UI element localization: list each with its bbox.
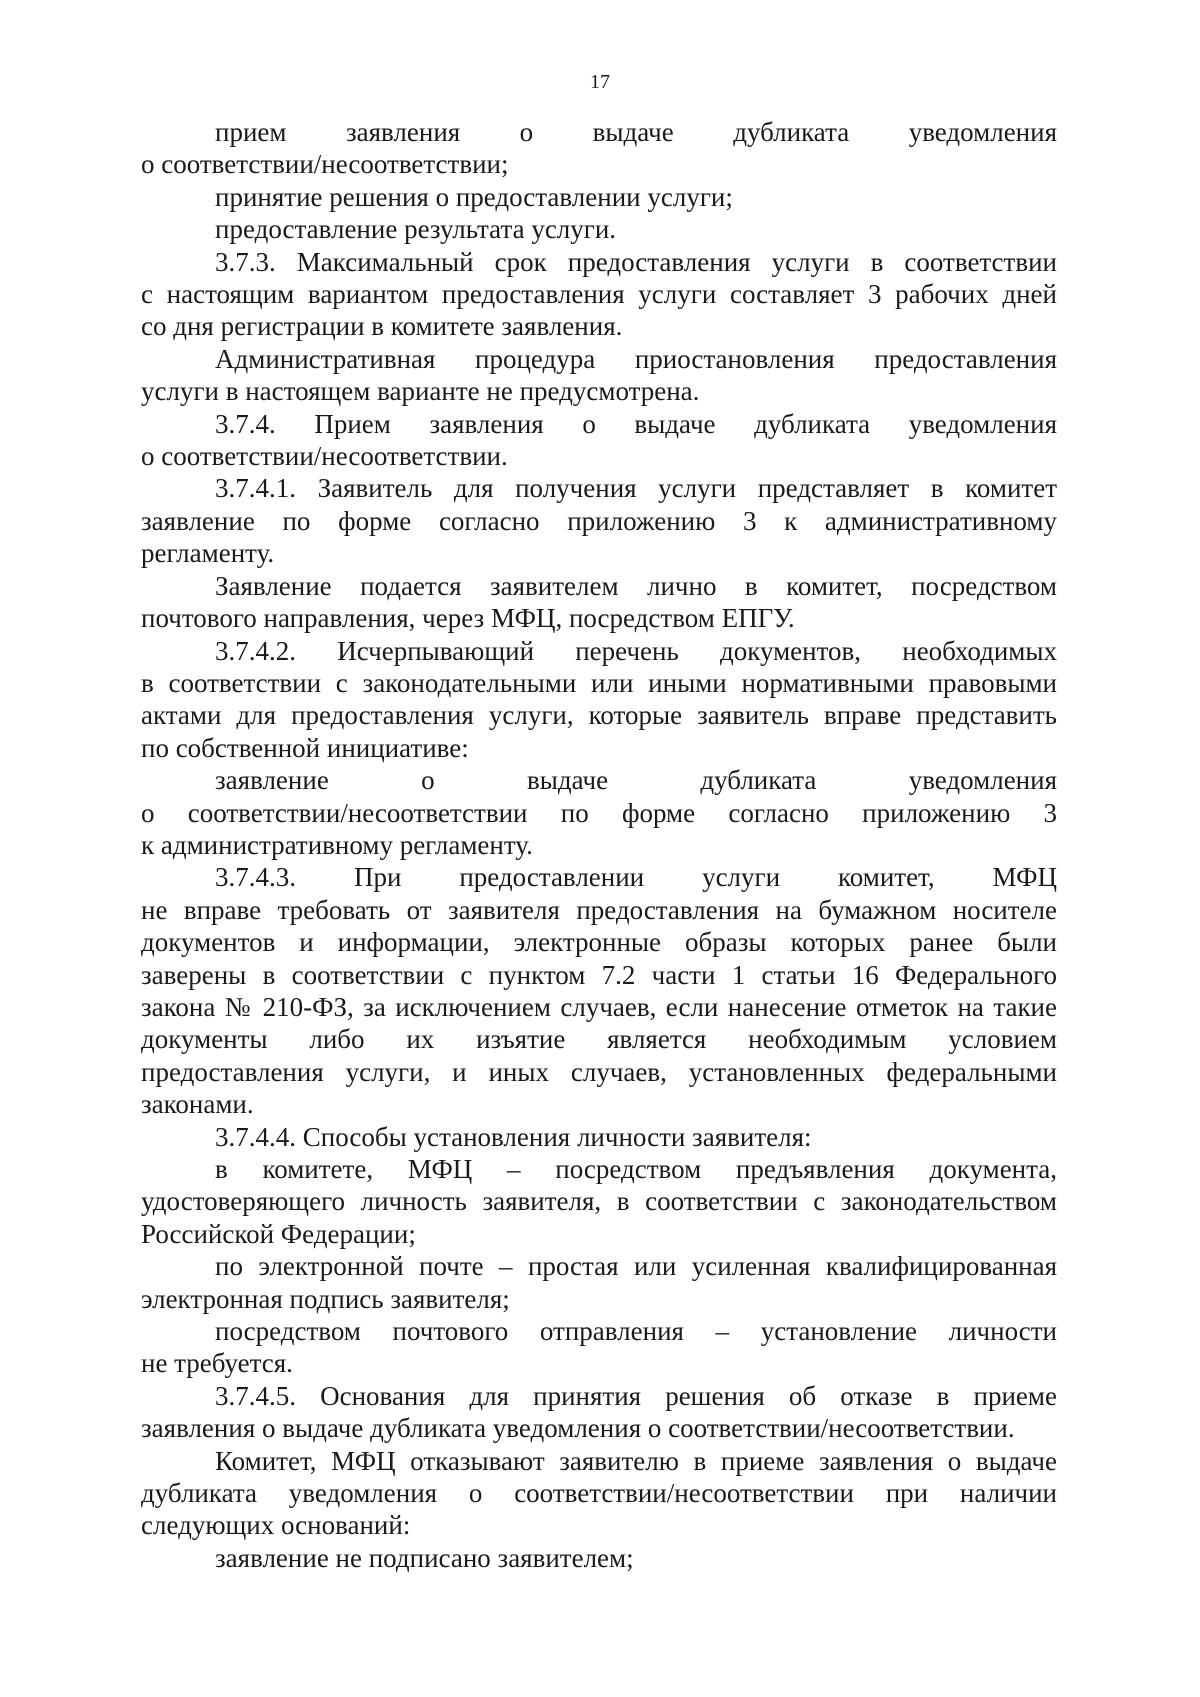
text-line: 3.7.4.2. Исчерпывающий перечень документов, необходимых: [215, 635, 1057, 666]
text-line: принятие решения о предоставлении услуги;: [215, 181, 733, 212]
text-line: с настоящим вариантом предоставления услуги составляет 3 рабочих дней: [141, 279, 1057, 310]
text-line: со дня регистрации в комитете заявления.: [141, 311, 623, 342]
text-line: в соответствии с законодательными или иными нормативными правовыми: [141, 667, 1057, 698]
text-line: заявление о выдаче дубликата уведомления: [215, 765, 1057, 796]
text-line: услуги в настоящем варианте не предусмотрена.: [141, 376, 700, 407]
text-line: 3.7.3. Максимальный срок предоставления услуги в соответствии: [215, 246, 1057, 277]
text-line: закона № 210-ФЗ, за исключением случаев, если нанесение отметок на такие: [141, 991, 1057, 1022]
text-line: следующих оснований:: [141, 1510, 411, 1541]
text-line: прием заявления о выдаче дубликата уведомления: [215, 117, 1057, 147]
text-line: заявление не подписано заявителем;: [215, 1542, 634, 1573]
text-line: 3.7.4.3. При предоставлении услуги комитет, МФЦ: [215, 862, 1057, 893]
text-line: не требуется.: [141, 1348, 293, 1379]
text-line: удостоверяющего личность заявителя, в соответствии с законодательством: [141, 1186, 1057, 1217]
text-line: 3.7.4.4. Способы установления личности заявителя:: [215, 1121, 812, 1152]
page-number: 17: [590, 71, 610, 93]
text-line: документы либо их изъятие является необходимым условием: [141, 1024, 1057, 1055]
text-line: 3.7.4. Прием заявления о выдаче дубликата уведомления: [215, 408, 1057, 439]
text-line: Административная процедура приостановления предоставления: [215, 343, 1057, 374]
text-line: по электронной почте – простая или усиленная квалифицированная: [215, 1251, 1057, 1282]
text-line: почтового направления, через МФЦ, посредством ЕПГУ.: [141, 603, 795, 634]
text-line: о соответствии/несоответствии по форме согласно приложению 3: [141, 797, 1057, 828]
text-line: по собственной инициативе:: [141, 732, 469, 763]
text-line: посредством почтового отправления – установление личности: [215, 1316, 1057, 1347]
text-line: регламенту.: [141, 538, 275, 569]
text-line: Российской Федерации;: [141, 1218, 416, 1249]
text-line: документов и информации, электронные образы которых ранее были: [141, 927, 1057, 958]
text-line: дубликата уведомления о соответствии/несоответствии при наличии: [141, 1478, 1057, 1509]
text-line: 3.7.4.5. Основания для принятия решения об отказе в приеме: [215, 1380, 1057, 1411]
text-line: актами для предоставления услуги, которые заявитель вправе представить: [141, 700, 1057, 731]
text-line: электронная подпись заявителя;: [141, 1283, 510, 1314]
text-line: о соответствии/несоответствии;: [141, 149, 509, 180]
text-line: 3.7.4.1. Заявитель для получения услуги представляет в комитет: [215, 473, 1057, 504]
text-line: предоставления услуги, и иных случаев, установленных федеральными: [141, 1056, 1057, 1087]
text-line: Заявление подается заявителем лично в комитет, посредством: [215, 570, 1057, 601]
text-line: заявление по форме согласно приложению 3 к административному: [141, 505, 1057, 536]
text-line: не вправе требовать от заявителя предоставления на бумажном носителе: [141, 894, 1057, 925]
text-line: о соответствии/несоответствии.: [141, 441, 508, 472]
text-line: к административному регламенту.: [141, 829, 533, 860]
document-body: [141, 116, 1057, 1574]
text-line: заявления о выдаче дубликата уведомления о соответствии/несоответствии.: [141, 1413, 1015, 1444]
text-line: Комитет, МФЦ отказывают заявителю в приеме заявления о выдаче: [215, 1445, 1057, 1476]
text-line: предоставление результата услуги.: [215, 214, 617, 245]
text-line: законами.: [141, 1089, 254, 1120]
text-line: в комитете, МФЦ – посредством предъявления документа,: [215, 1154, 1057, 1184]
text-line: заверены в соответствии с пунктом 7.2 части 1 статьи 16 Федерального: [141, 959, 1057, 990]
